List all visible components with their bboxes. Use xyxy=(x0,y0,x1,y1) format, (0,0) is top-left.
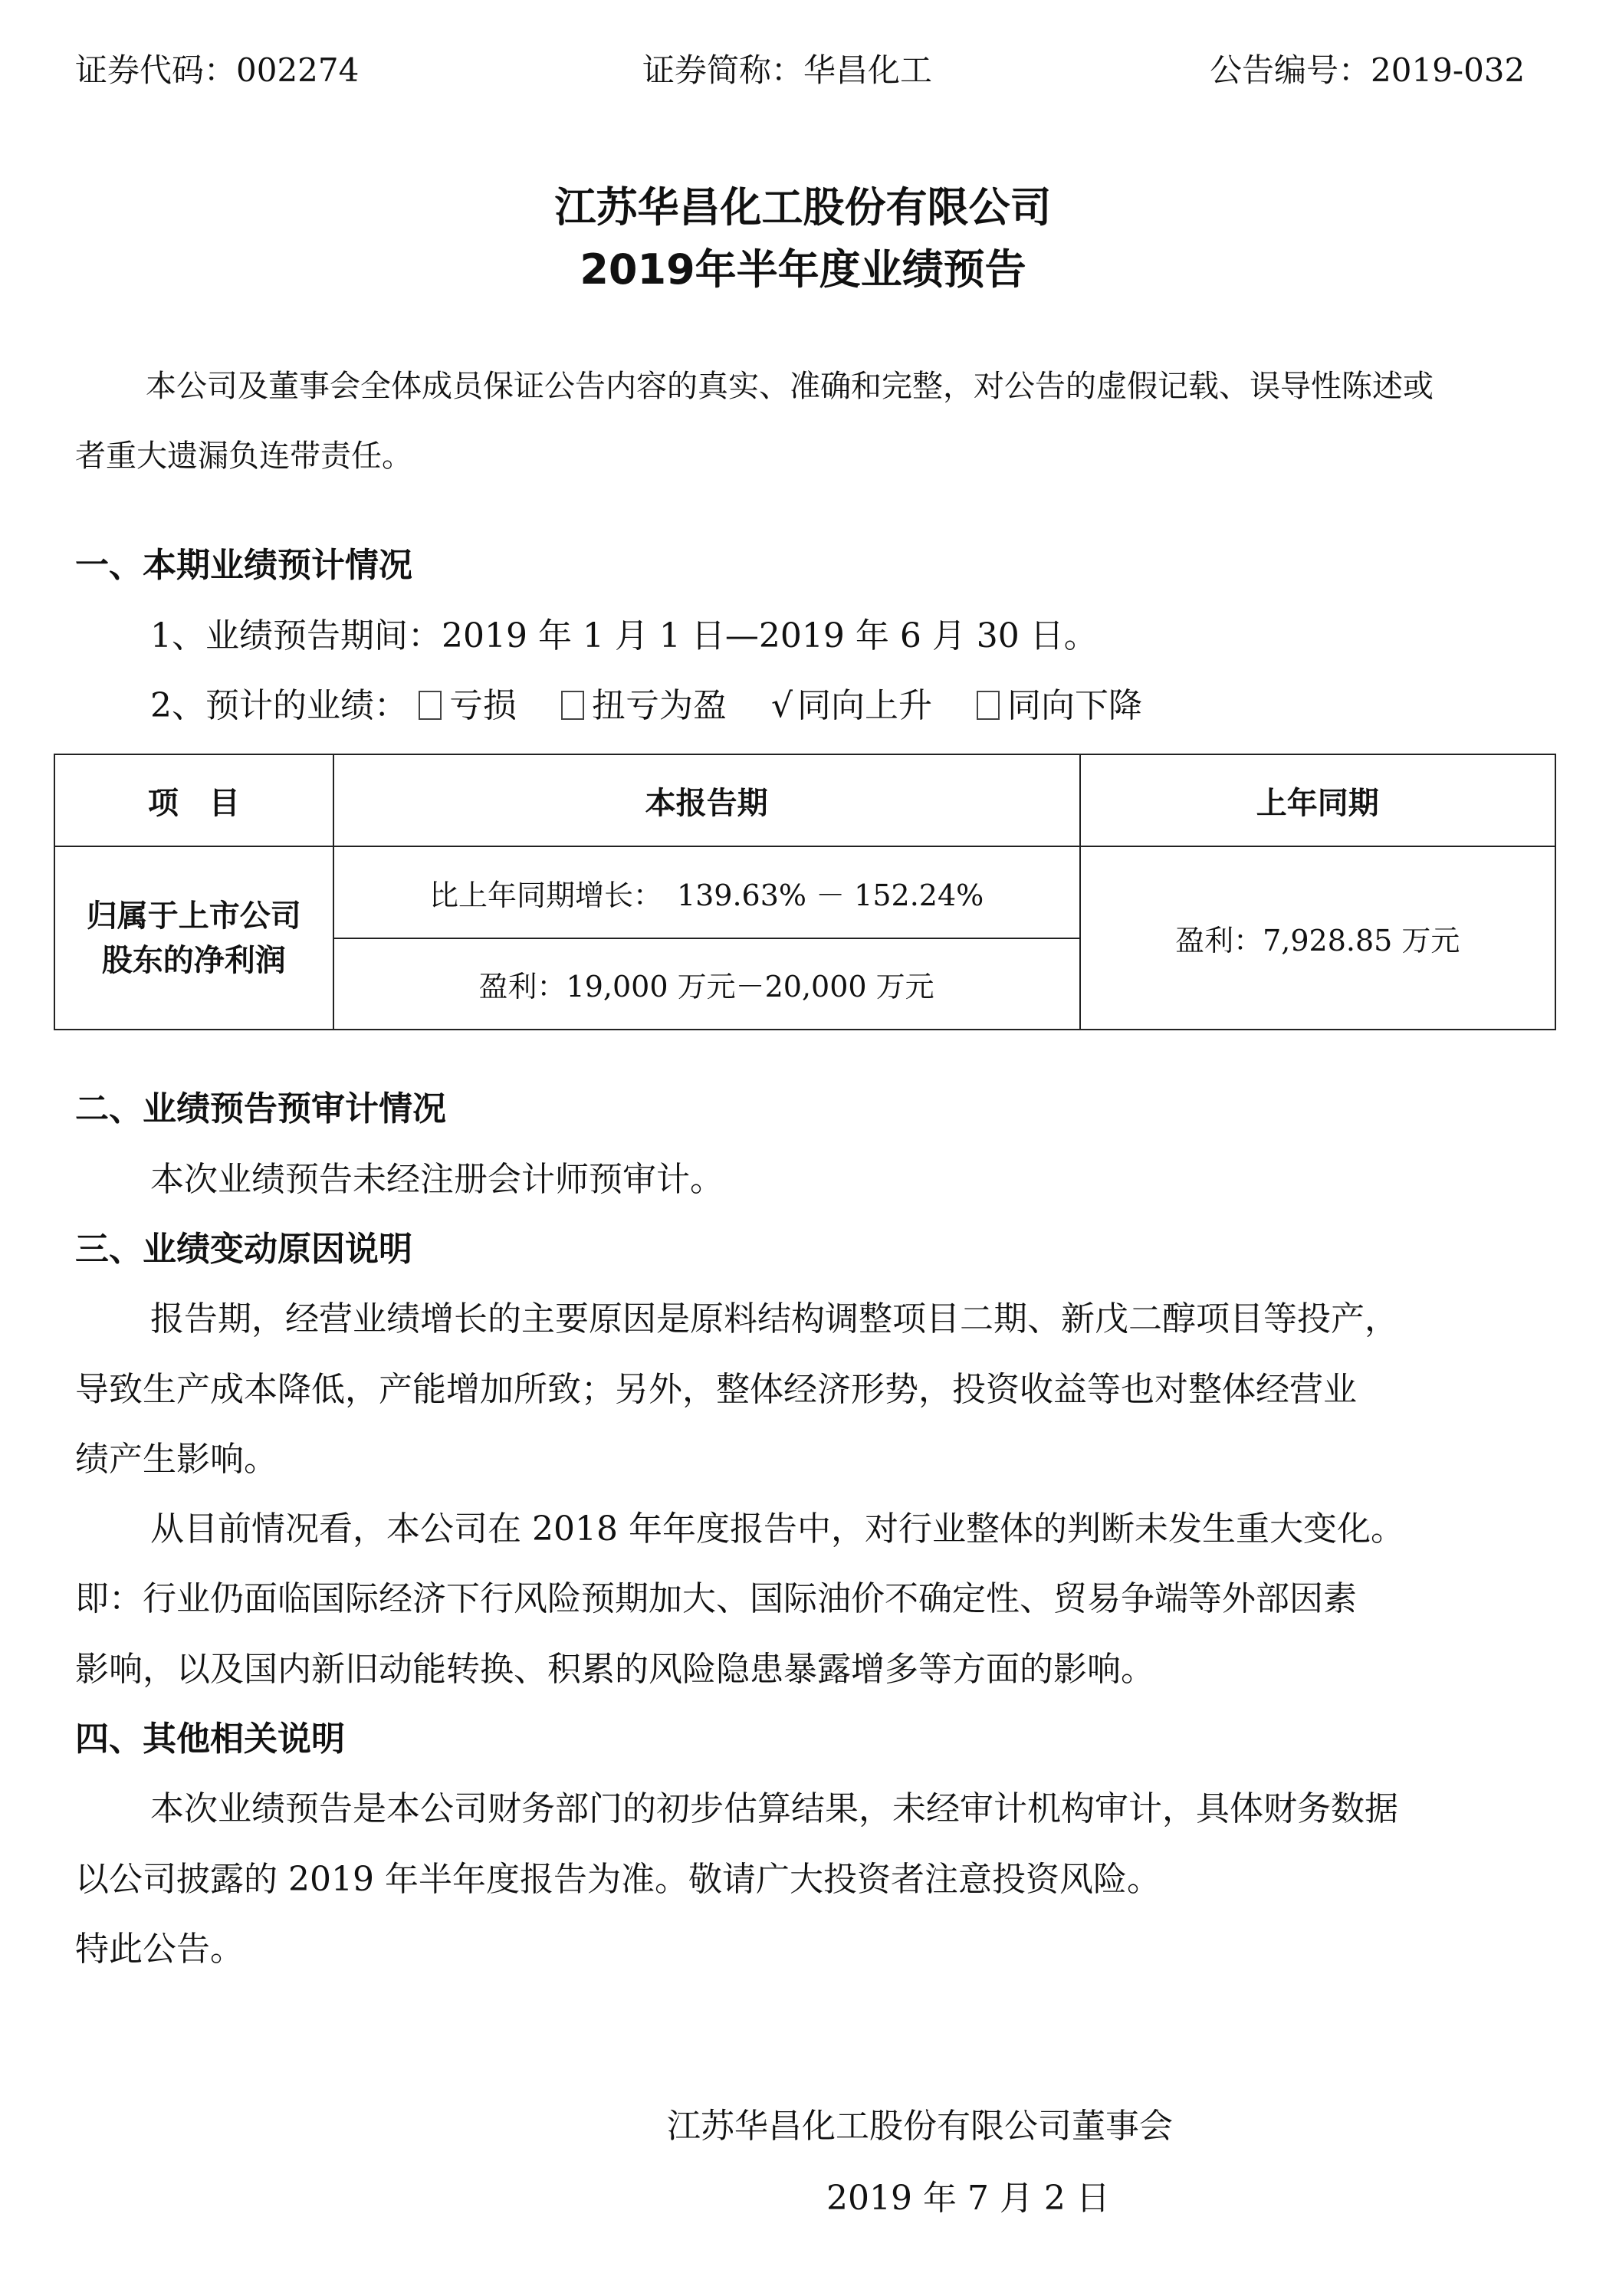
closing-text: 特此公告。 xyxy=(75,1930,244,1969)
forecast-table xyxy=(54,754,1556,1030)
company-title: 江苏华昌化工股份有限公司 xyxy=(554,183,1052,232)
row-label-net-profit xyxy=(54,846,333,1030)
option-loss-label: 亏损 xyxy=(449,686,517,725)
row-label-line-1: 归属于上市公司 xyxy=(86,898,301,934)
growth-range-cell: 比上年同期增长： 139.63% － 152.24% xyxy=(333,846,1080,938)
announcement-title: 2019年半年度业绩预告 xyxy=(580,245,1026,294)
check-mark-icon: √ xyxy=(771,686,793,725)
checkbox-turnaround xyxy=(561,691,584,720)
section-1-heading: 一、本期业绩预计情况 xyxy=(75,546,412,585)
option-increase xyxy=(771,682,932,731)
header-item: 项 目 xyxy=(54,754,333,846)
prior-profit-cell: 盈利：7,928.85 万元 xyxy=(1080,846,1555,1030)
checkbox-loss xyxy=(419,691,442,720)
section-4-p1-line-2: 以公司披露的 2019 年半年度报告为准。敬请广大投资者注意投资风险。 xyxy=(75,1860,1161,1899)
section-4-p1-line-1: 本次业绩预告是本公司财务部门的初步估算结果，未经审计机构审计，具体财务数据 xyxy=(150,1789,1398,1828)
issuer-signature: 江苏华昌化工股份有限公司董事会 xyxy=(667,2107,1173,2146)
header-current-period: 本报告期 xyxy=(333,754,1080,846)
forecast-label: 2、预计的业绩： xyxy=(150,686,408,725)
header-prior-period: 上年同期 xyxy=(1080,754,1555,846)
section-3-p1-line-1: 报告期，经营业绩增长的主要原因是原料结构调整项目二期、新戊二醇项目等投产， xyxy=(150,1299,1398,1339)
security-short-name: 证券简称：华昌化工 xyxy=(642,51,933,89)
section-3-p1-line-2: 导致生产成本降低，产能增加所致；另外，整体经济形势，投资收益等也对整体经营业 xyxy=(75,1370,1357,1409)
statement-line-2: 者重大遗漏负连带责任。 xyxy=(75,439,412,474)
announcement-number: 公告编号：2019-032 xyxy=(1210,51,1526,89)
section-3-heading: 三、业绩变动原因说明 xyxy=(75,1230,412,1269)
option-decrease-label: 同向下降 xyxy=(1007,686,1143,725)
section-3-p1-line-3: 绩产生影响。 xyxy=(75,1440,278,1479)
section-3-p2-line-3: 影响，以及国内新旧动能转换、积累的风险隐患暴露增多等方面的影响。 xyxy=(75,1650,1154,1689)
section-3-p2-line-1: 从目前情况看，本公司在 2018 年年度报告中，对行业整体的判断未发生重大变化。 xyxy=(150,1509,1404,1549)
security-code: 证券代码：002274 xyxy=(75,51,360,89)
option-turnaround xyxy=(561,682,727,731)
row-label-line-2: 股东的净利润 xyxy=(101,942,286,978)
announcement-date: 2019 年 7 月 2 日 xyxy=(826,2179,1110,2218)
section-2-text: 本次业绩预告未经注册会计师预审计。 xyxy=(150,1160,724,1199)
table-row xyxy=(54,846,1555,938)
section-2-heading: 二、业绩预告预审计情况 xyxy=(75,1089,446,1128)
checkbox-decrease xyxy=(977,691,1000,720)
forecast-period: 1、业绩预告期间：2019 年 1 月 1 日—2019 年 6 月 30 日。 xyxy=(150,616,1098,655)
forecast-options-row xyxy=(150,682,1176,731)
statement-line-1: 本公司及董事会全体成员保证公告内容的真实、准确和完整，对公告的虚假记载、误导性陈述或 xyxy=(146,369,1434,404)
table-header-row xyxy=(54,754,1555,846)
option-decrease xyxy=(977,682,1142,731)
section-3-p2-line-2: 即：行业仍面临国际经济下行风险预期加大、国际油价不确定性、贸易争端等外部因素 xyxy=(75,1579,1357,1618)
option-increase-label: 同向上升 xyxy=(797,686,933,725)
option-loss xyxy=(419,682,517,731)
section-4-heading: 四、其他相关说明 xyxy=(75,1720,345,1759)
profit-range-cell: 盈利：19,000 万元－20,000 万元 xyxy=(333,938,1080,1030)
option-turnaround-label: 扭亏为盈 xyxy=(592,686,727,725)
